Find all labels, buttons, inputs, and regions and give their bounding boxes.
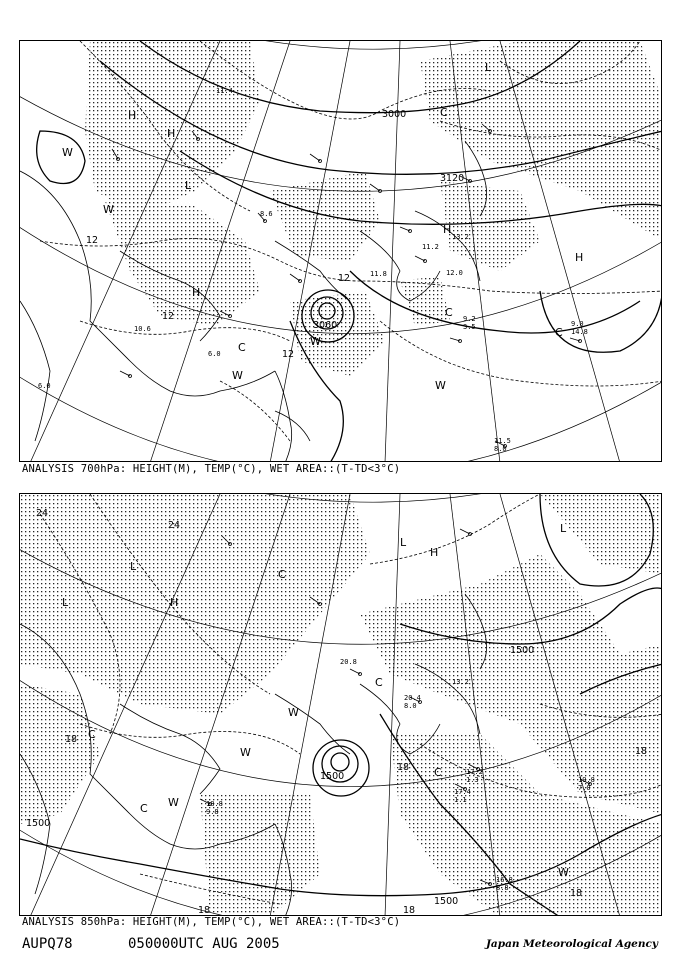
station-value: 8.6 [260, 210, 273, 218]
temp-label: 18 [403, 905, 416, 916]
high-symbol: H [575, 251, 584, 264]
height-label: 3060 [313, 320, 338, 331]
high-symbol: H [430, 546, 439, 559]
warm-symbol: W [240, 746, 251, 759]
temp-label: 12 [338, 273, 351, 284]
high-symbol: H [443, 223, 452, 236]
station-value: 14.8 [571, 328, 588, 336]
station-value: 10.6 [134, 325, 151, 333]
cold-symbol: C [88, 728, 96, 741]
station-value: 13.2 [452, 233, 469, 241]
cold-symbol: C [445, 306, 453, 319]
warm-symbol: W [62, 146, 73, 159]
station-value: 1.3 [466, 776, 479, 784]
chart-700hpa [19, 40, 662, 462]
warm-symbol: W [168, 796, 179, 809]
station-value: 17.4 [454, 788, 471, 796]
bulletin-code: AUPQ78 [22, 936, 73, 952]
cold-symbol: C [434, 766, 442, 779]
station-value: 11.8 [370, 270, 387, 278]
temp-label: 24 [168, 520, 181, 531]
station-value: 13.2 [452, 678, 469, 686]
temp-label: 18 [198, 905, 211, 916]
temp-label: 12 [86, 235, 99, 246]
low-symbol: L [62, 596, 69, 609]
high-symbol: H [128, 109, 137, 122]
station-value: 20.8 [340, 658, 357, 666]
temp-label: 18 [397, 762, 410, 773]
height-label: 1500 [510, 645, 535, 656]
cold-symbol: C [140, 802, 148, 815]
chart-850hpa [19, 493, 662, 916]
temp-label: 12 [162, 311, 175, 322]
station-value: 11.4 [216, 87, 233, 95]
map-850hpa [20, 494, 662, 916]
warm-symbol: W [103, 203, 114, 216]
station-value: 8.0 [404, 702, 417, 710]
station-value: 8.8 [496, 884, 509, 892]
height-label: 1500 [434, 896, 459, 907]
station-value: 6.0 [208, 350, 221, 358]
high-symbol: H [170, 596, 179, 609]
warm-symbol: W [232, 369, 243, 382]
temp-label: 18 [635, 746, 648, 757]
low-symbol: L [560, 522, 567, 535]
height-label: 3120 [440, 173, 465, 184]
cold-symbol: C [440, 106, 448, 119]
map-700hpa [20, 41, 662, 462]
chart-caption: ANALYSIS 850hPa: HEIGHT(M), TEMP(°C), WET AREA::(T-TD<3°C) [22, 916, 401, 928]
station-value: 11.2 [422, 243, 439, 251]
station-value: 17.2 [466, 768, 483, 776]
cold-symbol: C [278, 568, 286, 581]
station-value: 18.8 [206, 800, 223, 808]
station-value: 9.8 [206, 808, 219, 816]
height-label: 1500 [26, 818, 51, 829]
warm-symbol: W [435, 379, 446, 392]
wet-areas [20, 494, 662, 916]
station-value: 16.8 [496, 876, 513, 884]
temp-label: 18 [65, 734, 78, 745]
agency-name: Japan Meteorological Agency [485, 938, 658, 950]
station-value: 11.5 [494, 437, 511, 445]
station-value: 6.0 [38, 382, 51, 390]
station-value: 9.2 [463, 315, 476, 323]
station-value: 12.0 [446, 269, 463, 277]
temp-label: 12 [282, 349, 295, 360]
station-value: 9.0 [571, 320, 584, 328]
station-value: 7.0 [578, 784, 591, 792]
temp-label: 24 [36, 508, 49, 519]
warm-symbol: W [558, 866, 569, 879]
low-symbol: L [185, 179, 192, 192]
cold-symbol: C [375, 676, 383, 689]
station-value: 19.8 [578, 776, 595, 784]
warm-symbol: W [288, 706, 299, 719]
station-value: 8.0 [494, 445, 507, 453]
chart-caption: ANALYSIS 700hPa: HEIGHT(M), TEMP(°C), WET AREA::(T-TD<3°C) [22, 463, 401, 475]
low-symbol: L [400, 536, 407, 549]
station-value: 1.1 [454, 796, 467, 804]
valid-time: 050000UTC AUG 2005 [128, 936, 280, 952]
high-symbol: H [192, 286, 201, 299]
height-label: 3000 [382, 109, 407, 120]
temp-label: 18 [570, 888, 583, 899]
station-value: 3.5 [463, 323, 476, 331]
cold-symbol: C [238, 341, 246, 354]
low-symbol: L [130, 560, 137, 573]
station-value: 20.4 [404, 694, 421, 702]
high-symbol: H [167, 127, 176, 140]
height-label: 1500 [320, 771, 345, 782]
cold-symbol: C [555, 326, 563, 339]
low-symbol: L [485, 61, 492, 74]
warm-symbol: W [310, 335, 321, 348]
